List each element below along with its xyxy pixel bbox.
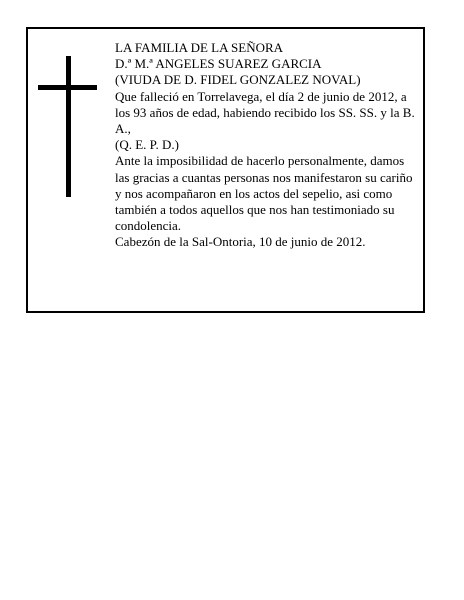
cross-vertical-bar — [66, 56, 71, 197]
qepd-line: (Q. E. P. D.) — [115, 137, 179, 153]
widow-of-line: (VIUDA DE D. FIDEL GONZALEZ NOVAL) — [115, 72, 361, 88]
notice-text — [115, 40, 421, 251]
death-notice — [26, 27, 425, 313]
deceased-name: D.ª M.ª ANGELES SUAREZ GARCIA — [115, 56, 322, 72]
cross-horizontal-bar — [38, 85, 97, 90]
family-heading: LA FAMILIA DE LA SEÑORA — [115, 40, 284, 55]
thanks-paragraph: Ante la imposibilidad de hacerlo personalmente, damos las gracias a cuantas personas nos manifestaron su cariño y nos acompañaron en los actos del sepelio, asi como también a todos aquellos que nos han testimoniado su condolencia. — [115, 153, 413, 234]
place-and-date: Cabezón de la Sal-Ontoria, 10 de junio de 2012. — [115, 234, 366, 250]
death-details: Que falleció en Torrelavega, el día 2 de junio de 2012, a los 93 años de edad, habiendo recibido los SS. SS. y la B. A., — [115, 88, 415, 137]
